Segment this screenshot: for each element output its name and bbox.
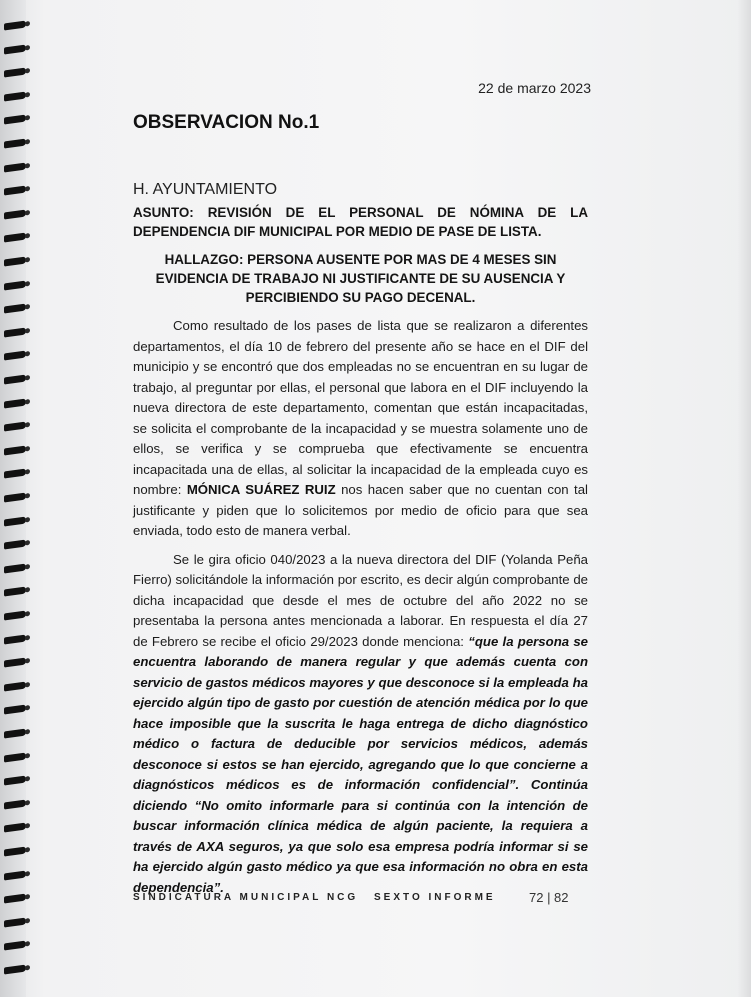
document-date: 22 de marzo 2023 xyxy=(478,80,591,96)
binding-coil xyxy=(4,304,26,314)
binding-coil xyxy=(4,233,26,243)
binding-coil xyxy=(4,44,26,54)
binding-coil xyxy=(4,658,26,668)
binding-coil xyxy=(4,68,26,78)
binding-coil xyxy=(4,492,26,502)
binding-coil xyxy=(4,941,26,951)
finding-line-2: EVIDENCIA DE TRABAJO NI JUSTIFICANTE DE SU AUSENCIA Y xyxy=(155,271,566,286)
binding-coil xyxy=(4,681,26,691)
binding-coil xyxy=(4,256,26,266)
binding-coil xyxy=(4,91,26,101)
binding-coil xyxy=(4,563,26,573)
binding-coil xyxy=(4,186,26,196)
binding-coil xyxy=(4,587,26,597)
page-footer xyxy=(133,892,573,903)
binding-coil xyxy=(4,469,26,479)
binding-coil xyxy=(4,445,26,455)
binding-coil xyxy=(4,209,26,219)
binding-coil xyxy=(4,634,26,644)
binding-coil xyxy=(4,823,26,833)
finding-heading xyxy=(133,250,588,307)
binding-coil xyxy=(4,516,26,526)
binding-coil xyxy=(4,964,26,974)
binding-spine xyxy=(0,0,26,997)
page-number: 72 | 82 xyxy=(529,890,569,905)
binding-coil xyxy=(4,752,26,762)
binding-coil xyxy=(4,115,26,125)
paragraph-2-text: Se le gira oficio 040/2023 a la nueva directora del DIF (Yolanda Peña Fierro) solicitándole la información por escrito, es decir algún comprobante de dicha incapacidad que desde el mes de octubre del año 2022 no se presentaba la persona antes mencionada a laborar. En respuesta el día 27 de Febrero se recibe el oficio 29/2023 donde menciona: xyxy=(133,551,588,649)
footer-office: SINDICATURA MUNICIPAL NCG xyxy=(133,892,359,903)
finding-line-3: PERCIBIENDO SU PAGO DECENAL. xyxy=(245,290,476,305)
binding-coil xyxy=(4,540,26,550)
observation-title: OBSERVACION No.1 xyxy=(133,112,320,133)
official-response-quote: “que la persona se encuentra laborando de manera regular y que además cuenta con servicio de gastos médicos mayores y que desconoce si la empleada ha ejercido algún tipo de gasto por cuestión de atención médica por lo que hace imposible que la suscrita le haga entrega de dicho diagnóstico médico o factura de deducible por servicios médicos, además desconoce si estos se han ejercido, agregando que lo que concierne a diagnósticos médicos es de información confidencial”. Continúa diciendo “No omito informarle para si continúa con la intención de buscar información clínica médica de algún paciente, la requiera a través de AXA seguros, ya que solo esa empresa podría informar si se ha ejercido algún gasto médico ya que esa información no obra en esta dependencia”. xyxy=(133,633,589,895)
binding-coil xyxy=(4,138,26,148)
binding-coil xyxy=(4,705,26,715)
binding-coil xyxy=(4,870,26,880)
binding-coil xyxy=(4,398,26,408)
footer-report: SEXTO INFORME xyxy=(374,892,496,903)
binding-coil xyxy=(4,162,26,172)
binding-coil xyxy=(4,776,26,786)
employee-name: MÓNICA SUÁREZ RUIZ xyxy=(186,482,336,497)
paragraph-2 xyxy=(133,550,588,899)
binding-coil xyxy=(4,422,26,432)
paragraph-1-text-a: Como resultado de los pases de lista que se realizaron a diferentes departamentos, el día 10 de febrero del presente año se hace en el DIF del municipio y se encontró que dos empleadas no se encuentran en su lugar de trabajo, al preguntar por ellas, el personal que labora en el DIF incluyendo la nueva directora de este departamento, comentan que están incapacitadas, se solicita el comprobante de la incapacidad y se muestra solamente uno de ellos, se verifica y se comprueba que efectivamente se encuentra incapacitada una de ellas, al solicitar la incapacidad de la empleada cuyo es nombre: xyxy=(133,318,588,497)
finding-line-1: HALLAZGO: PERSONA AUSENTE POR MAS DE 4 MESES SIN xyxy=(164,252,557,267)
binding-coil xyxy=(4,610,26,620)
binding-coil xyxy=(4,351,26,361)
paragraph-1 xyxy=(133,316,588,542)
binding-coil xyxy=(4,20,26,30)
binding-coil xyxy=(4,374,26,384)
page-edge-shadow xyxy=(737,0,751,997)
binding-coil xyxy=(4,894,26,904)
binding-coil xyxy=(4,917,26,927)
binding-coil xyxy=(4,846,26,856)
subject-heading: ASUNTO: REVISIÓN DE EL PERSONAL DE NÓMINA DE LA DEPENDENCIA DIF MUNICIPAL POR MEDIO DE PASE DE LISTA. xyxy=(133,205,588,239)
recipient-heading: H. AYUNTAMIENTO xyxy=(133,181,278,198)
paragraph-1-text-b: nos hacen saber que no cuentan con tal justificante y piden que lo solicitemos por medio de oficio para que sea enviada, todo esto de manera verbal. xyxy=(133,482,588,538)
binding-coil xyxy=(4,280,26,290)
body-text xyxy=(133,316,588,898)
binding-coil xyxy=(4,728,26,738)
binding-coil xyxy=(4,327,26,337)
binding-coil xyxy=(4,799,26,809)
